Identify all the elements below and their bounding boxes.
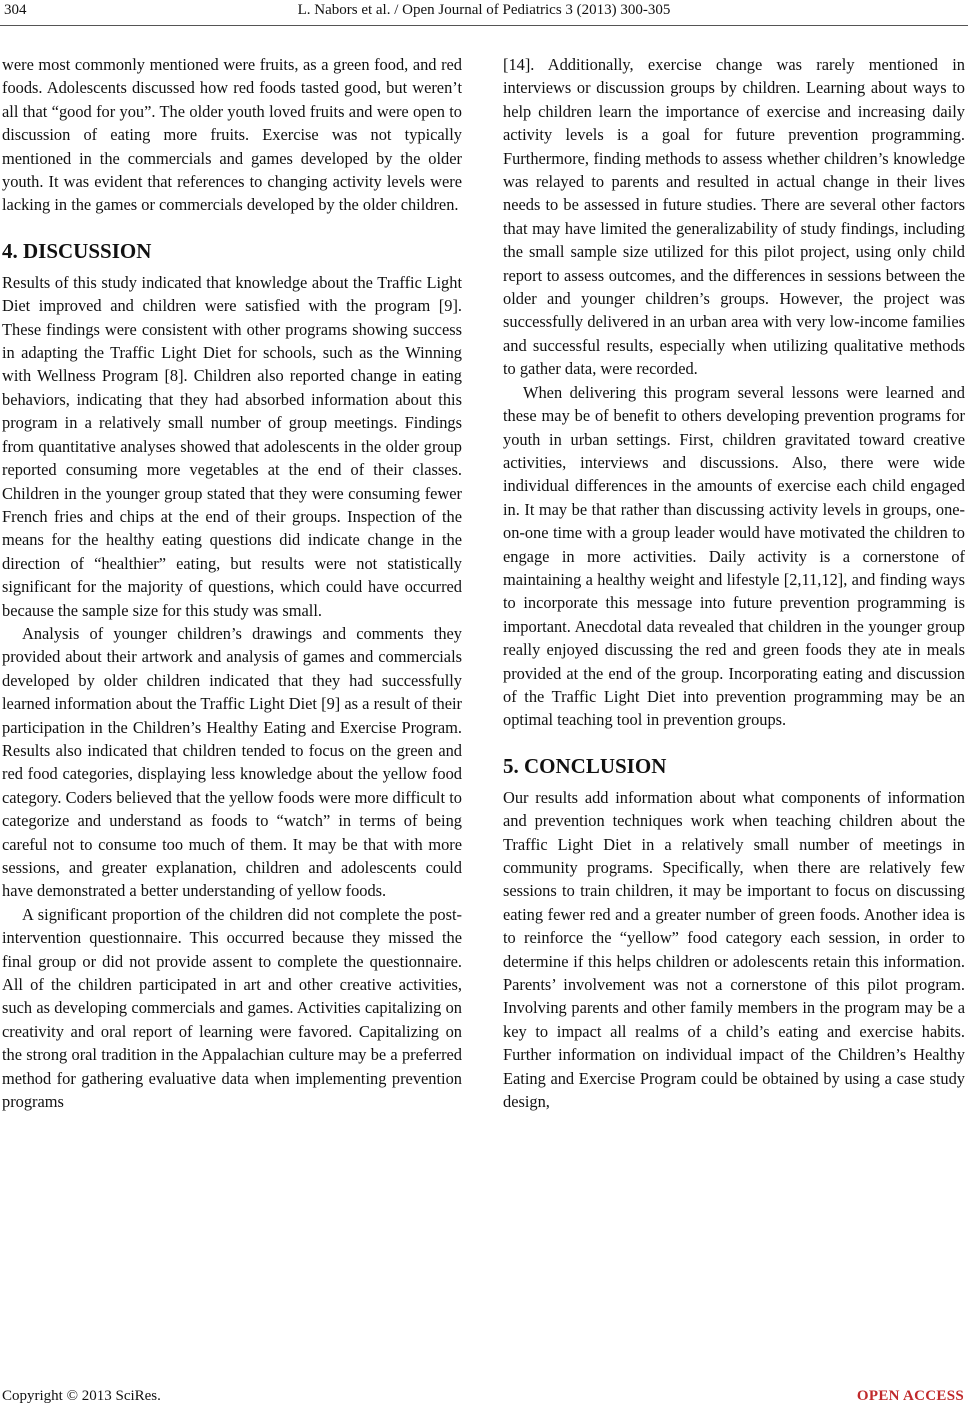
- header-rule: [0, 25, 968, 26]
- page-footer: [0, 1388, 968, 1412]
- discussion-paragraph-2: Analysis of younger children’s drawings and comments they provided about their artwork and analysis of games and commercials developed by older children indicated that they had successfully learned information about the Traffic Light Diet [9] as a result of their participation in the Children’s Healthy Eating and Exercise Program. Results also indicated that children tended to focus on the green and red food categories, displaying less knowledge about the yellow food category. Coders believed that the yellow foods were more difficult to categorize and understand as foods to “watch” in terms of being careful not to consume too much of them. It may be that with more sessions, and greater explanation, children and adolescents could have demonstrated a better understanding of yellow foods.: [2, 623, 462, 901]
- right-column: [503, 53, 965, 1113]
- left-column: [2, 53, 462, 1113]
- discussion-paragraph-3: A significant proportion of the children did not complete the post-intervention questionnaire. This occurred because they missed the final group or did not provide assent to complete the questionnaire. All of the children participated in art and other creative activities, such as developing commercials and games. Activities capitalizing on creativity and oral report of learning were favored. Capitalizing on the strong oral tradition in the Appalachian culture may be a preferred method for gathering evaluative data when implementing prevention programs: [2, 904, 462, 1112]
- conclusion-paragraph-1: Our results add information about what components of information and prevention techniques work when teaching children about the Traffic Light Diet in a relatively small number of meetings in community programs. Specifically, when there are relatively few sessions to train children, it may be important to focus on discussing eating fewer red and a greater number of green foods. Another idea is to reinforce the “yellow” food category each session, in order to determine if this helps children or adolescents retain this information. Parents’ involvement was not a cornerstone of this pilot program. Involving parents and other family members in the program may be a key to impact all realms of a child’s eating and exercise habits. Further information on individual impact of the Children’s Healthy Eating and Exercise Program could be obtained by using a case study design,: [503, 787, 965, 1112]
- page-header: [0, 0, 968, 40]
- copyright-notice: Copyright © 2013 SciRes.: [2, 1388, 161, 1404]
- results-continued-paragraph: were most commonly mentioned were fruits, as a green food, and red foods. Adolescents discussed how red foods tasted good, but weren’t all that “good for you”. The older youth loved fruits and were open to discussion of eating more fruits. Exercise was not typically mentioned in the commercials and games developed by the older youth. It was evident that references to changing activity levels were lacking in the games or commercials developed by the older children.: [2, 55, 462, 215]
- discussion-continued-paragraph: [14]. Additionally, exercise change was rarely mentioned in interviews or discussion groups by children. Learning about ways to help children learn the importance of exercise and increasing daily activity levels is a goal for future prevention programming. Furthermore, finding methods to assess whether children’s knowledge was relayed to parents and resulted in actual change in their lives needs to be assessed in future studies. There are several other factors that may have limited the generalizability of study findings, including the small sample size utilized for this pilot project, using only child report to assess outcomes, and the differences in sessions between the older and younger children’s groups. However, the project was successfully delivered in an urban area with very low-income families and successful results, especially when utilizing qualitative methods to gather data, were recorded.: [503, 55, 965, 379]
- conclusion-heading: 5. CONCLUSION: [503, 753, 667, 778]
- running-head: L. Nabors et al. / Open Journal of Pediatrics 3 (2013) 300-305: [297, 2, 671, 18]
- page-number: 304: [4, 2, 27, 18]
- discussion-heading: 4. DISCUSSION: [2, 238, 152, 263]
- discussion-paragraph-1: Results of this study indicated that knowledge about the Traffic Light Diet improved and children were satisfied with the program [9]. These findings were consistent with other programs showing success in adapting the Traffic Light Diet for schools, such as the Winning with Wellness Program [8]. Children also reported change in eating behaviors, indicating that they had absorbed information about this program in a relatively small number of group meetings. Findings from quantitative analyses showed that adolescents in the older group reported consuming more vegetables at the end of their classes. Children in the younger group stated that they were consuming fewer French fries and chips at the end of their groups. Inspection of the means for the healthy eating questions did indicate change in the direction of “healthier” eating, but results were not statistically significant for the majority of questions, which could have occurred because the sample size for this study was small.: [2, 272, 462, 620]
- lessons-paragraph: When delivering this program several lessons were learned and these may be of benefit to others developing prevention programs for youth in urban settings. First, children gravitated toward creative activities, interviews and discussions. Also, there were wide individual differences in the amounts of exercise each child engaged in. It may be that rather than discussing activity levels in groups, one-on-one time with a group leader would have motivated the children to engage in more activities. Daily activity is a cornerstone of maintaining a healthy weight and lifestyle [2,11,12], and finding ways to incorporate this message into future prevention programming is important. Anecdotal data revealed that children in the younger group really enjoyed discussing the red and green foods they ate in meals provided at the end of the group. Incorporating eating and discussion of the Traffic Light Diet into prevention programming may be an optimal teaching tool in prevention groups.: [503, 382, 965, 730]
- open-access-label: OPEN ACCESS: [856, 1388, 964, 1404]
